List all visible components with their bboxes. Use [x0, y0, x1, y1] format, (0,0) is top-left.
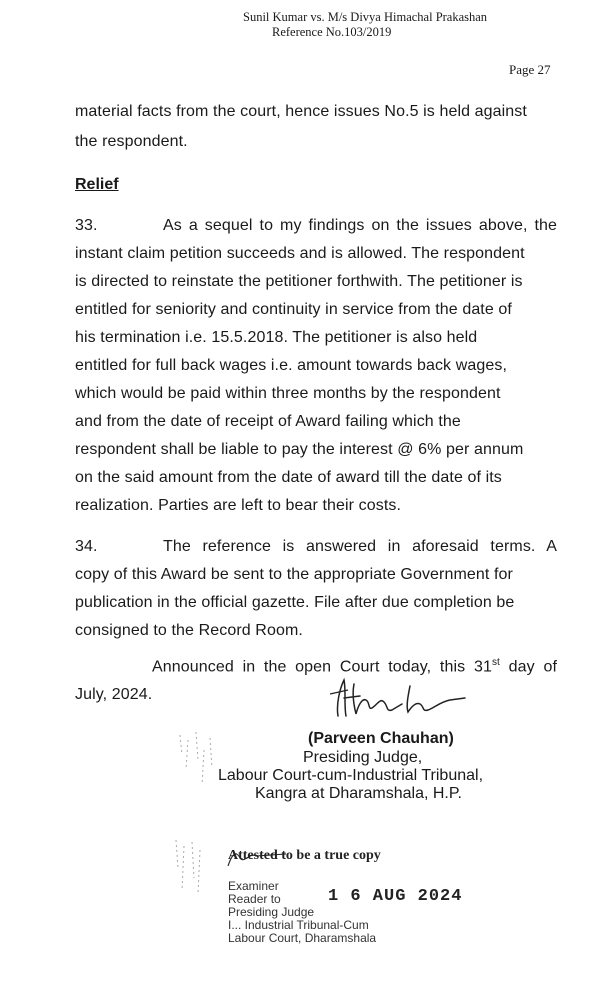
- paragraph-number: 34.: [75, 538, 98, 555]
- text-line: instant claim petition succeeds and is allowed. The respondent: [75, 245, 525, 262]
- announcement-date: July, 2024.: [75, 686, 153, 704]
- text-line: realization. Parties are left to bear their costs.: [75, 497, 402, 514]
- ordinal-suffix: st: [491, 657, 500, 668]
- handwritten-signature: [300, 676, 470, 722]
- signer-court: Labour Court-cum-Industrial Tribunal,: [218, 767, 484, 784]
- stamp-line: Examiner: [228, 879, 279, 893]
- attestation-initials: [226, 848, 290, 870]
- signer-name: (Parveen Chauhan): [308, 730, 454, 747]
- announcement-text-end: day of: [499, 658, 557, 676]
- stamp-line: Labour Court, Dharamshala: [228, 931, 377, 945]
- text-line: copy of this Award be sent to the appropriate Government for: [75, 566, 513, 583]
- text-line: on the said amount from the date of award till the date of its: [75, 469, 502, 486]
- reference-number: Reference No.103/2019: [272, 25, 392, 39]
- text-line: consigned to the Record Room.: [75, 622, 303, 639]
- relief-heading: Relief: [75, 176, 119, 193]
- text-line: material facts from the court, hence issues No.5 is held against: [75, 103, 527, 120]
- text-line: entitled for full back wages i.e. amount towards back wages,: [75, 357, 507, 374]
- attestation-stamp: Attested to be a true copy: [228, 848, 381, 863]
- paragraph-34: [75, 535, 557, 647]
- text-line: entitled for seniority and continuity in service from the date of: [75, 301, 512, 318]
- signer-place: Kangra at Dharamshala, H.P.: [255, 785, 462, 802]
- text-line: respondent shall be liable to pay the interest @ 6% per annum: [75, 441, 524, 458]
- text-line: and from the date of receipt of Award failing which the: [75, 413, 461, 430]
- paragraph-number: 33.: [75, 217, 98, 234]
- text-line: publication in the official gazette. File after due completion be: [75, 594, 515, 611]
- text-line: which would be paid within three months by the respondent: [75, 385, 501, 402]
- text-line: is directed to reinstate the petitioner forthwith. The petitioner is: [75, 273, 523, 290]
- case-title: Sunil Kumar vs. M/s Divya Himachal Prakashan: [243, 10, 488, 24]
- ink-smudge-mark: [168, 838, 208, 898]
- text-line: As a sequel to my findings on the issues above, the: [163, 217, 557, 234]
- stamp-line: Presiding Judge: [228, 905, 315, 919]
- stamp-line: Reader to: [228, 892, 281, 906]
- text-line: the respondent.: [75, 132, 188, 150]
- signer-designation: Presiding Judge,: [303, 749, 423, 766]
- text-line: his termination i.e. 15.5.2018. The petitioner is also held: [75, 329, 478, 346]
- announcement-text: Announced in the open Court today, this 31: [152, 658, 492, 676]
- stamp-line: I... Industrial Tribunal-Cum: [228, 918, 369, 932]
- page-number: Page 27: [509, 62, 551, 77]
- date-stamp: 1 6 AUG 2024: [328, 887, 463, 906]
- intro-paragraph: [75, 100, 557, 153]
- ink-smudge-mark: [170, 730, 220, 790]
- text-line: The reference is answered in aforesaid terms. A: [163, 538, 557, 555]
- paragraph-33: [75, 214, 557, 522]
